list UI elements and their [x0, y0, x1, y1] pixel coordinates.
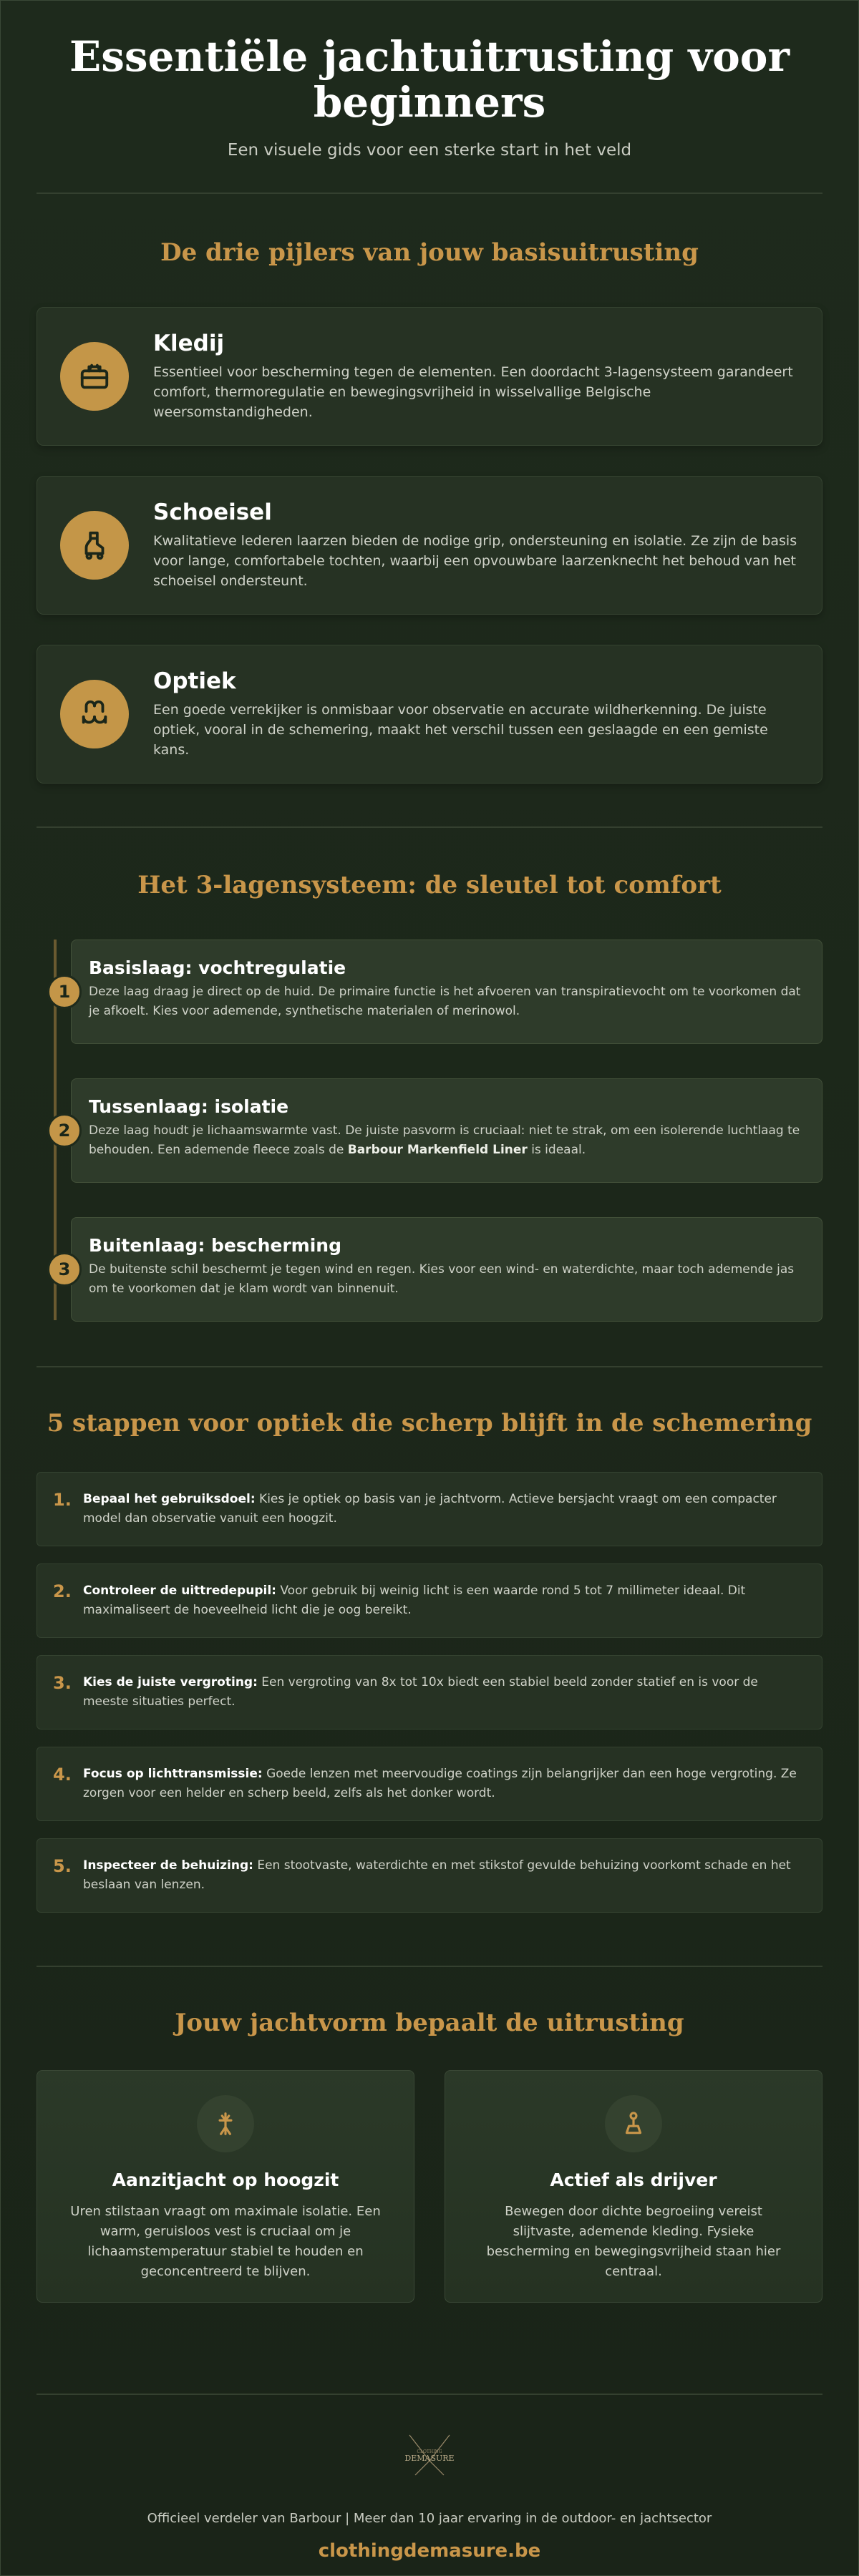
steps-section: [37, 1367, 822, 1966]
step-body: Een vergroting van 8x tot 10x biedt een stabiel beeld zonder statief en is voor de meeste situaties perfect.: [83, 1675, 758, 1709]
layers-timeline: [37, 940, 822, 1322]
hunting-seat-icon: [197, 2095, 254, 2152]
step-number: 1.: [53, 1490, 72, 1510]
product-name: Barbour Markenfield Liner: [347, 1143, 528, 1157]
layers-section: [37, 828, 822, 1366]
step-number: 4.: [53, 1765, 72, 1785]
form-card-drijver: [445, 2070, 822, 2303]
step-text: [83, 1856, 805, 1912]
website-link[interactable]: clothingdemasure.be: [318, 2540, 541, 2562]
step-body: Goede lenzen met meervoudige coatings zijn belangrijker dan een hoge vergroting. Ze zorgen voor een helder en scherp beeld, zelfs als het donker wordt.: [83, 1767, 797, 1800]
clothing-icon: [60, 342, 129, 411]
pillar-title: Optiek: [153, 668, 236, 694]
step-body: Kies je optiek op basis van je jachtvorm. Actieve bersjacht vraagt om een compacter model dan observatie vanuit een hoogzit.: [83, 1492, 777, 1526]
brand-logo: [401, 2432, 458, 2481]
layers-title: Het 3-lagensysteem: de sleutel tot comfort: [137, 871, 722, 899]
logo-main-text: DEMASURE: [404, 2454, 455, 2463]
layer-number: 3: [47, 1252, 82, 1287]
pillars-section: [37, 194, 822, 826]
layer-text-part: is ideaal.: [527, 1143, 586, 1157]
footer-text: Officieel verdeler van Barbour | Meer dan 10 jaar ervaring in de outdoor- en jachtsector: [147, 2511, 712, 2526]
layer-number: 2: [47, 1113, 82, 1148]
layer-title: Buitenlaag: bescherming: [89, 1235, 341, 1256]
form-text: Uren stilstaan vraagt om maximale isolatie. Een warm, geruisloos vest is cruciaal om je lichaamstemperatuur stabiel te houden en geconcentreerd te blijven.: [70, 2204, 381, 2279]
step-text: [83, 1673, 805, 1729]
boot-icon: [60, 511, 129, 580]
layer-text: De buitenste schil beschermt je tegen wind en regen. Kies voor een wind- en waterdichte, maar toch ademende jas om te voorkomen dat je klam wordt van binnenuit.: [89, 1262, 795, 1296]
form-title: Actief als drijver: [550, 2170, 717, 2190]
pillar-text: Kwalitatieve lederen laarzen bieden de nodige grip, ondersteuning en isolatie. Ze zijn de basis voor lange, comfortabele tochten, waarbij een opvouwbare laarzenknecht het behoud van het schoeisel ondersteunt.: [153, 533, 797, 589]
form-text: Bewegen door dichte begroeiing vereist slijtvaste, ademende kleding. Fysieke bescherming en bewegingsvrijheid staan hier centraal.: [486, 2204, 781, 2279]
step-item: [37, 1838, 822, 1913]
form-title: Aanzitjacht op hoogzit: [112, 2170, 339, 2190]
page-title: Essentiële jachtuitrusting voor beginners: [69, 32, 790, 127]
binoculars-icon: [60, 680, 129, 748]
walking-icon: [605, 2095, 662, 2152]
layer-text-part: Deze laag houdt je lichaamswarmte vast. De juiste pasvorm is cruciaal: niet te strak, om een isolerende luchtlaag te behouden. Een ademende fleece zoals de: [89, 1123, 800, 1157]
forms-title: Jouw jachtvorm bepaalt de uitrusting: [175, 2009, 684, 2037]
layer-card-basislaag: [58, 940, 822, 1044]
step-number: 5.: [53, 1856, 72, 1876]
step-text: [83, 1490, 805, 1546]
step-heading: Bepaal het gebruiksdoel:: [83, 1492, 256, 1506]
layer-text: Deze laag draag je direct op de huid. De primaire functie is het afvoeren van transpiratievocht om te voorkomen dat je afkoelt. Kies voor ademende, synthetische materialen of merinowol.: [89, 985, 801, 1018]
pillar-text: Een goede verrekijker is onmisbaar voor observatie en accurate wildherkenning. De juiste optiek, vooral in de schemering, maakt het verschil tussen een geslaagde en een gemiste kans.: [153, 702, 768, 758]
pillar-title: Kledij: [153, 331, 225, 356]
layer-card-buitenlaag: [58, 1217, 822, 1322]
step-text: [83, 1765, 805, 1820]
layer-title: Tussenlaag: isolatie: [89, 1096, 289, 1117]
step-item: [37, 1563, 822, 1638]
logo-top-text: CLOTHING: [417, 2449, 442, 2454]
page-subtitle: Een visuele gids voor een sterke start in het veld: [227, 141, 632, 160]
layer-number: 1: [47, 975, 82, 1009]
pillars-title: De drie pijlers van jouw basisuitrusting: [160, 238, 699, 267]
pillar-card-optiek: [37, 645, 822, 784]
step-item: [37, 1655, 822, 1729]
layer-card-tussenlaag: [58, 1078, 822, 1183]
step-item: [37, 1747, 822, 1821]
step-heading: Focus op lichttransmissie:: [83, 1767, 263, 1781]
step-text: [83, 1581, 805, 1637]
step-number: 3.: [53, 1673, 72, 1693]
layer-title: Basislaag: vochtregulatie: [89, 957, 346, 978]
steps-title: 5 stappen voor optiek die scherp blijft in de schemering: [47, 1409, 812, 1438]
step-body: Een stootvaste, waterdichte en met stikstof gevulde behuizing voorkomt schade en het beslaan van lenzen.: [83, 1858, 791, 1892]
step-heading: Kies de juiste vergroting:: [83, 1675, 258, 1689]
step-item: [37, 1472, 822, 1546]
pillar-title: Schoeisel: [153, 499, 272, 525]
layer-text: [89, 1121, 805, 1160]
pillar-card-schoeisel: [37, 476, 822, 615]
footer: [37, 2395, 822, 2562]
step-heading: Controleer de uittredepupil:: [83, 1584, 276, 1598]
form-card-hoogzit: [37, 2070, 414, 2303]
hero-header: [37, 1, 822, 192]
pillar-card-kledij: [37, 307, 822, 446]
step-number: 2.: [53, 1581, 72, 1601]
step-heading: Inspecteer de behuizing:: [83, 1858, 253, 1873]
pillar-text: Essentieel voor bescherming tegen de elementen. Een doordacht 3-lagensysteem garandeert comfort, thermoregulatie en bewegingsvrijheid in wisselvallige Belgische weersomstandigheden.: [153, 364, 793, 420]
hunting-forms-section: [37, 1967, 822, 2394]
step-body: Voor gebruik bij weinig licht is een waarde rond 5 tot 7 millimeter ideaal. Dit maximaliseert de hoeveelheid licht die je oog bereikt.: [83, 1584, 746, 1617]
